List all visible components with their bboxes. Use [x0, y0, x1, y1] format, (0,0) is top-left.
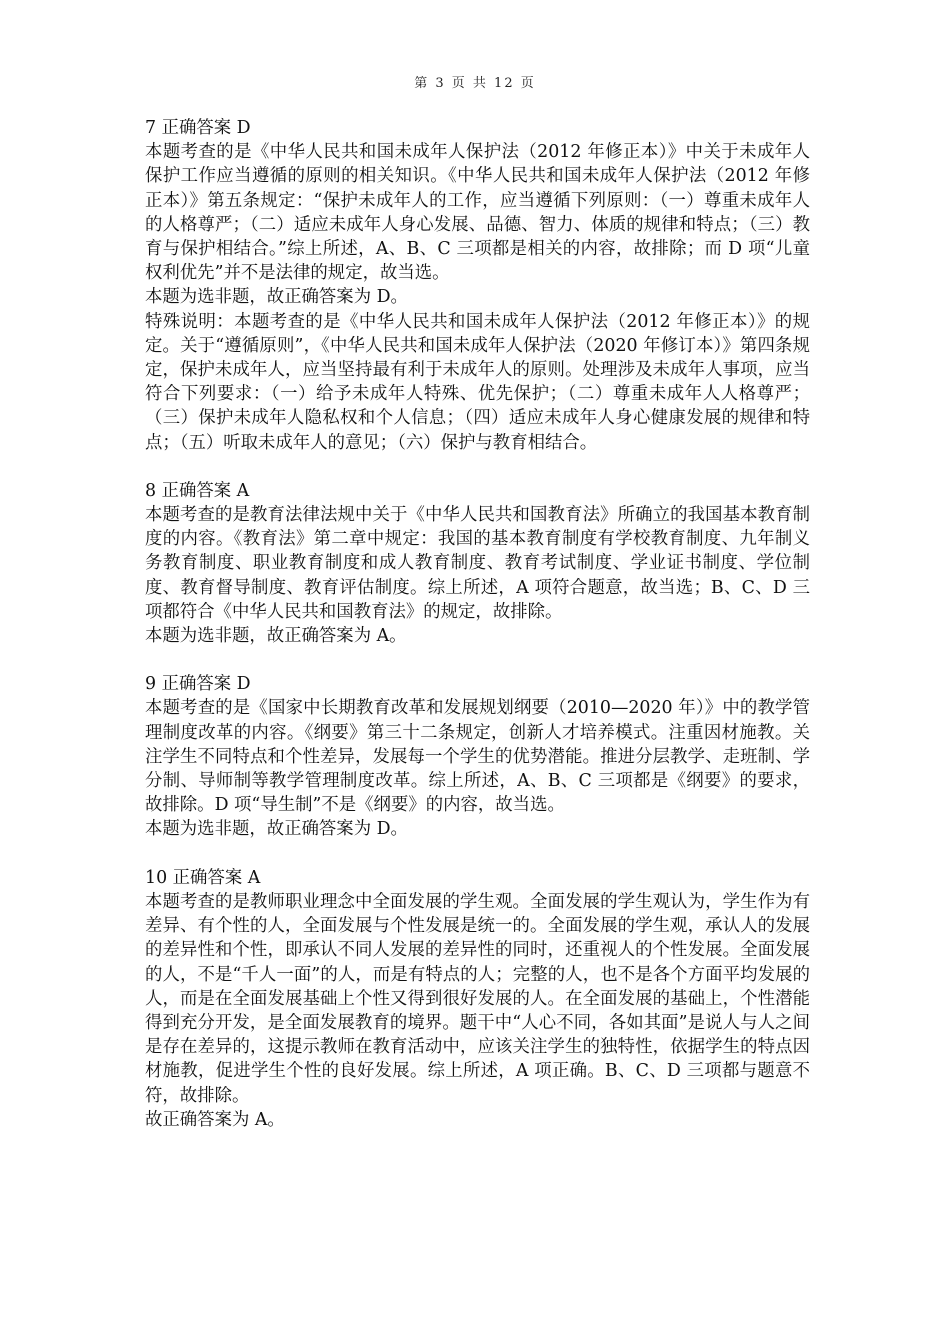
question-10-conclusion: 故正确答案为 A。: [145, 1109, 285, 1130]
question-10-answer-heading: 10 正确答案 A: [145, 867, 261, 888]
question-9-explanation: 本题考查的是《国家中长期教育改革和发展规划纲要（2010—2020 年）》中的教学管理制度改革的内容。《纲要》第三十二条规定，创新人才培养模式。注重因材施教。关注学生不同特点和个性差异，发展每一个学生的优势潜能。推进分层教学、走班制、学分制、导师制等教学管理制度改革。综上所述，A、B、C 三项都是《纲要》的要求，故排除。D 项“导生制”不是《纲要》的内容，故当选。: [145, 698, 810, 816]
question-10-explanation: 本题考查的是教师职业理念中全面发展的学生观。全面发展的学生观认为，学生作为有差异、有个性的人，全面发展与个性发展是统一的。全面发展的学生观，承认人的发展的差异性和个性，即承认不同人发展的差异性的同时，还重视人的个性发展。全面发展的人，不是“千人一面”的人，而是有特点的人；完整的人，也不是各个方面平均发展的人，而是在全面发展基础上个性又得到很好发展的人。在全面发展的基础上，个性潜能得到充分开发，是全面发展教育的境界。题干中“人心不同，各如其面”是说人与人之间是存在差异的，这提示教师在教育活动中，应该关注学生的独特性，依据学生的特点因材施教，促进学生个性的良好发展。综上所述，A 项正确。B、C、D 三项都与题意不符，故排除。: [145, 891, 810, 1106]
question-8-answer-heading: 8 正确答案 A: [145, 480, 250, 501]
question-7-answer-heading: 7 正确答案 D: [145, 118, 251, 138]
page-header: 第 3 页 共 12 页: [414, 76, 536, 91]
question-9-conclusion: 本题为选非题，故正确答案为 D。: [145, 819, 408, 840]
question-10-block: [145, 866, 810, 1132]
question-8-explanation: 本题考查的是教育法律法规中关于《中华人民共和国教育法》所确立的我国基本教育制度的内容。《教育法》第二章中规定：我国的基本教育制度有学校教育制度、九年制义务教育制度、职业教育制度和成人教育制度、教育考试制度、学业证书制度、学位制度、教育督导制度、教育评估制度。综上所述，A 项符合题意，故当选；B、C、D 三项都符合《中华人民共和国教育法》的规定，故排除。: [145, 505, 810, 622]
question-7-block: [145, 116, 810, 455]
answer-content: [145, 116, 810, 1132]
question-9-answer-heading: 9 正确答案 D: [145, 674, 251, 695]
question-7-special-note: 特殊说明：本题考查的是《中华人民共和国未成年人保护法（2012 年修正本）》的规定。关于“遵循原则”，《中华人民共和国未成年人保护法（2020 年修订本）》第四条规定，保护未成年人，应当坚持最有利于未成年人的原则。处理涉及未成年人事项，应当符合下列要求：（一）给予未成年人特殊、优先保护；（二）尊重未成年人人格尊严；（三）保护未成年人隐私权和个人信息；（四）适应未成年人身心健康发展的规律和特点；（五）听取未成年人的意见；（六）保护与教育相结合。: [145, 311, 810, 453]
question-7-explanation: 本题考查的是《中华人民共和国未成年人保护法（2012 年修正本）》中关于未成年人保护工作应当遵循的原则的相关知识。《中华人民共和国未成年人保护法（2012 年修正本）》第五条规定：“保护未成年人的工作，应当遵循下列原则：（一）尊重未成年人的人格尊严；（二）适应未成年人身心发展、品德、智力、体质的规律和特点；（三）教育与保护相结合。”综上所述，A、B、C 三项都是相关的内容，故排除；而 D 项“儿童权利优先”并不是法律的规定，故当选。: [145, 142, 810, 284]
question-9-block: [145, 672, 810, 841]
question-8-conclusion: 本题为选非题，故正确答案为 A。: [145, 626, 407, 647]
question-8-block: [145, 479, 810, 648]
question-7-conclusion: 本题为选非题，故正确答案为 D。: [145, 287, 408, 308]
